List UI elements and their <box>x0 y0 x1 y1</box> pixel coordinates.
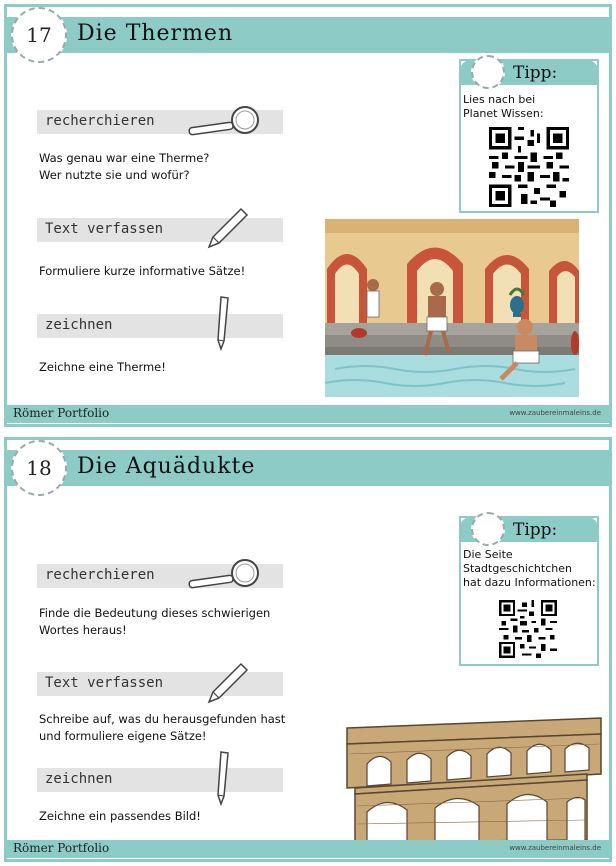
task-bar-drawing <box>37 314 283 338</box>
pen-icon <box>203 660 249 706</box>
footer-title: Römer Portfolio <box>13 406 110 420</box>
tipp-text: Lies nach bei Planet Wissen: <box>463 93 544 120</box>
task-label: recherchieren <box>45 113 155 129</box>
magnifier-icon <box>187 103 267 139</box>
card-title: Die Thermen <box>77 21 234 46</box>
footer-url[interactable]: www.zaubereinmaleins.de <box>509 844 601 852</box>
thermen-illustration <box>325 219 579 397</box>
task-label: Text verfassen <box>45 221 164 237</box>
task-text: Zeichne eine Therme! <box>39 360 166 374</box>
task-text: Schreibe auf, was du herausgefunden hast und formuliere eigene Sätze! <box>39 712 286 743</box>
portfolio-card-aquaedukte <box>4 437 612 862</box>
card-title: Die Aquädukte <box>77 454 256 479</box>
task-bar-drawing <box>37 768 283 792</box>
footer <box>7 405 609 423</box>
tipp-box <box>459 516 599 666</box>
aquaedukt-illustration <box>337 714 611 844</box>
task-text: Zeichne ein passendes Bild! <box>39 809 201 823</box>
laurel-wreath-icon <box>11 440 67 496</box>
footer-title: Römer Portfolio <box>13 841 110 855</box>
portfolio-card-thermen <box>4 4 612 427</box>
footer <box>7 840 609 858</box>
task-text: Finde die Bedeutung dieses schwierigen Wortes heraus! <box>39 606 271 637</box>
qr-code-icon[interactable] <box>489 127 569 207</box>
laurel-wreath-icon <box>471 512 505 546</box>
pencil-icon <box>213 750 233 806</box>
magnifier-icon <box>187 556 267 592</box>
task-label: Text verfassen <box>45 675 164 691</box>
task-label: zeichnen <box>45 317 113 333</box>
qr-code-icon[interactable] <box>499 600 557 658</box>
card-number: 17 <box>26 23 52 47</box>
laurel-wreath-icon <box>471 55 505 89</box>
card-number: 18 <box>26 456 52 480</box>
laurel-wreath-icon <box>11 7 67 63</box>
tipp-label: Tipp: <box>513 63 558 83</box>
task-text: Was genau war eine Therme? Wer nutzte sie und wofür? <box>39 151 210 182</box>
pen-icon <box>203 205 249 251</box>
pencil-icon <box>213 295 233 351</box>
task-label: zeichnen <box>45 771 113 787</box>
tipp-box <box>459 59 599 213</box>
footer-url[interactable]: www.zaubereinmaleins.de <box>509 409 601 417</box>
tipp-text: Die Seite Stadtgeschichtchen hat dazu Informationen: <box>463 548 596 589</box>
task-text: Formuliere kurze informative Sätze! <box>39 264 246 278</box>
tipp-label: Tipp: <box>513 520 558 540</box>
task-label: recherchieren <box>45 567 155 583</box>
